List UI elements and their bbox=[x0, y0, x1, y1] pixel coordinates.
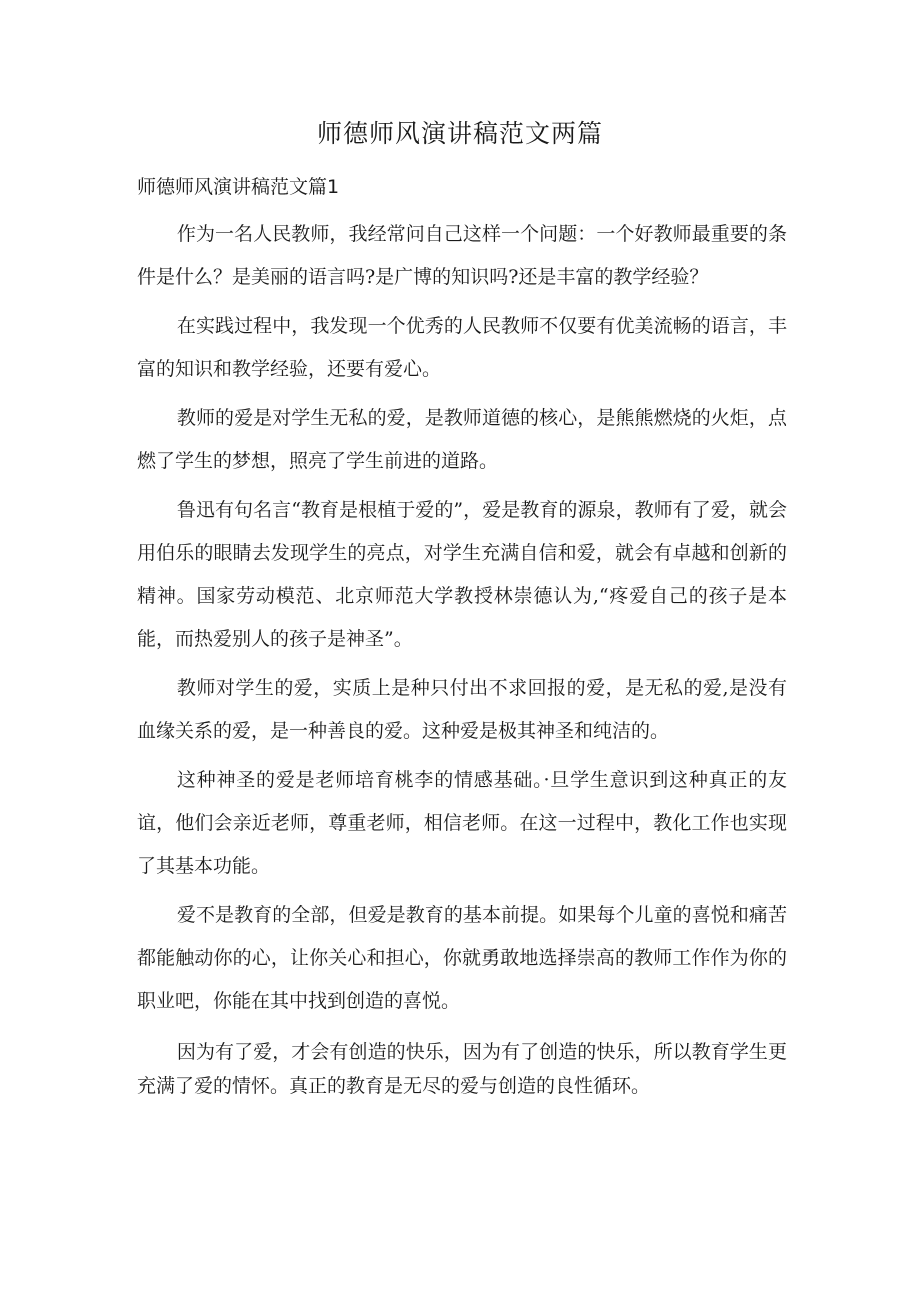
paragraph-5: 教师对学生的爱，实质上是种只付出不求回报的爱，是无私的爱,是没有血缘关系的爱，是一种善良的爱。这种爱是极其神圣和纯洁的。 bbox=[137, 677, 787, 742]
document-title: 师德师风演讲稿范文两篇 bbox=[316, 119, 603, 148]
paragraph-8: 因为有了爱，才会有创造的快乐，因为有了创造的快乐，所以教育学生更充满了爱的情怀。真正的教育是无尽的爱与创造的良性循环。 bbox=[137, 1041, 787, 1097]
paragraph-4: 鲁迅有句名言“教育是根植于爱的”，爱是教育的源泉，教师有了爱，就会用伯乐的眼睛去发现学生的亮点，对学生充满自信和爱，就会有卓越和创新的精神。国家劳动模范、北京师范大学教授林崇德认为,“疼爱自己的孩子是本能，而热爱别人的孩子是神圣”。 bbox=[137, 499, 787, 650]
paragraph-1: 作为一名人民教师，我经常问自己这样一个问题：一个好教师最重要的条件是什么？是美丽的语言吗?是广博的知识吗?还是丰富的教学经验？ bbox=[137, 223, 787, 288]
document-body bbox=[137, 213, 787, 1109]
paragraph-3: 教师的爱是对学生无私的爱，是教师道德的核心，是熊熊燃烧的火炬，点燃了学生的梦想，照亮了学生前进的道路。 bbox=[137, 407, 787, 472]
section-heading: 师德师风演讲稿范文篇1 bbox=[137, 176, 340, 198]
paragraph-7: 爱不是教育的全部，但爱是教育的基本前提。如果每个儿童的喜悦和痛苦都能触动你的心，让你关心和担心，你就勇敢地选择崇高的教师工作作为你的职业吧，你能在其中找到创造的喜悦。 bbox=[137, 904, 787, 1012]
paragraph-2: 在实践过程中，我发现一个优秀的人民教师不仅要有优美流畅的语言，丰富的知识和教学经验，还要有爱心。 bbox=[137, 315, 787, 380]
paragraph-6: 这种神圣的爱是老师培育桃李的情感基础。·旦学生意识到这种真正的友谊，他们会亲近老师，尊重老师，相信老师。在这一过程中，教化工作也实现了其基本功能。 bbox=[137, 769, 787, 877]
